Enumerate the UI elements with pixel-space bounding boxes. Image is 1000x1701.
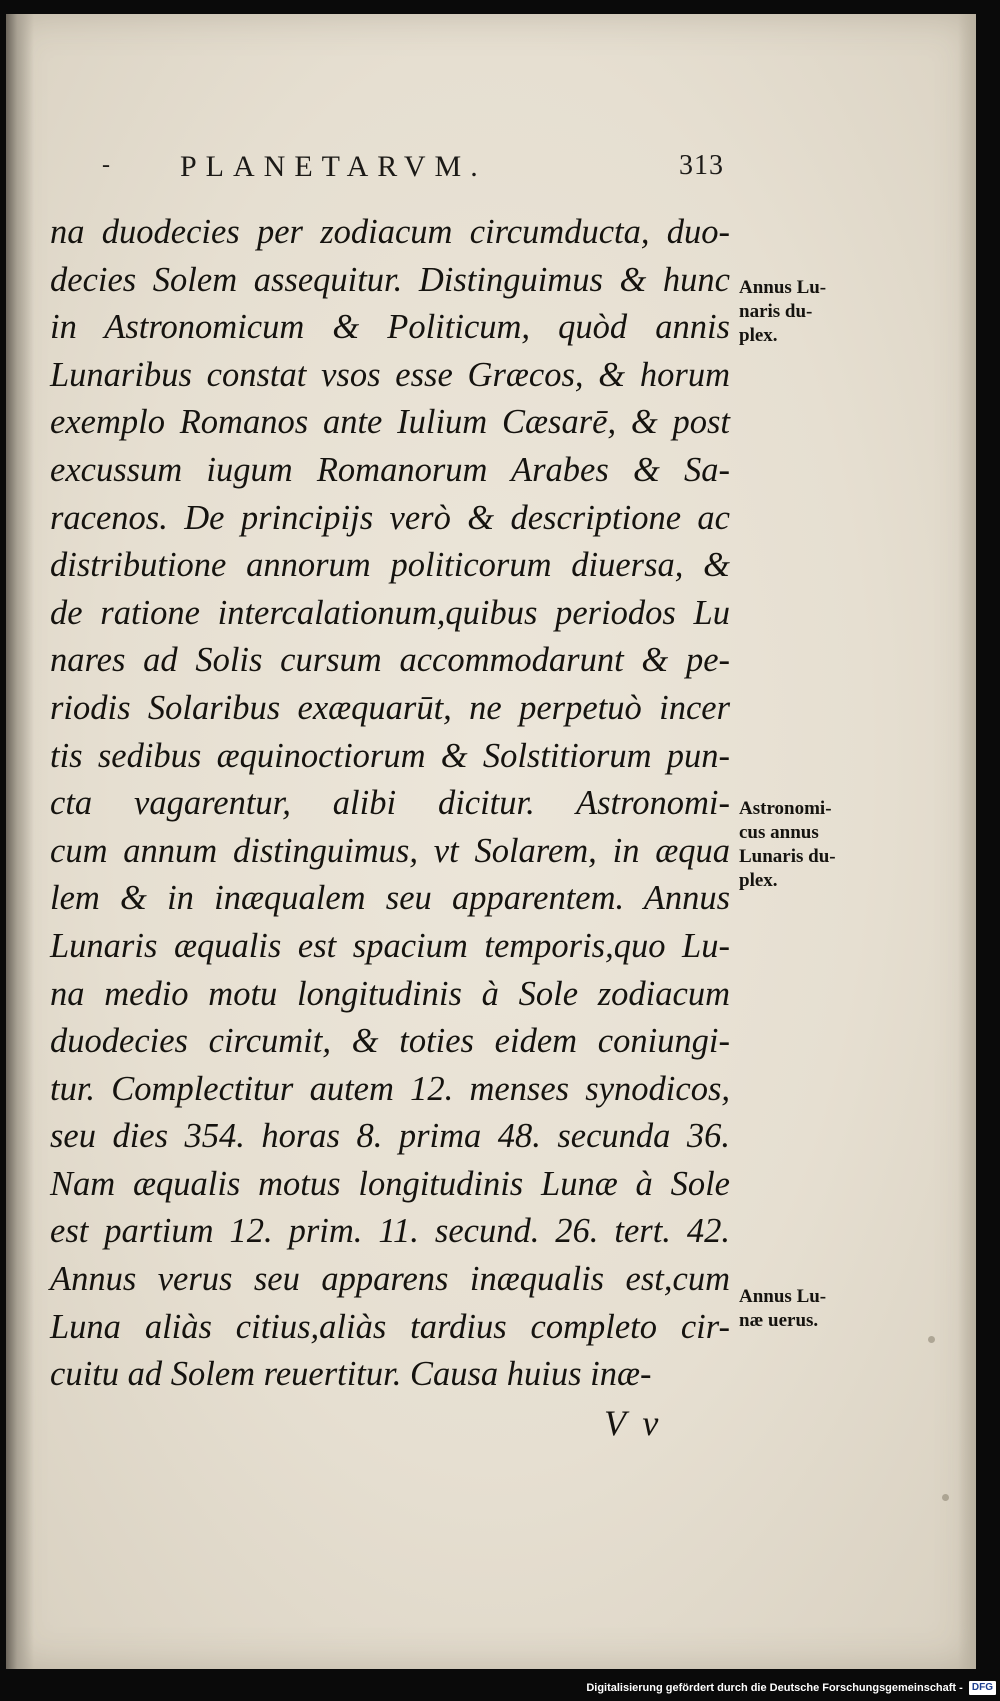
- page-number: 313: [679, 150, 724, 181]
- text-line: lem & in inæqualem seu apparentem. Annus: [50, 879, 730, 918]
- running-head-dash: -: [102, 152, 110, 178]
- book-page: [6, 14, 976, 1669]
- text-line: in Astronomicum & Politicum, quòd annis: [50, 308, 730, 347]
- marginal-note-line: Annus Lu-: [739, 1286, 827, 1307]
- text-line: Luna aliàs citius,aliàs tardius completo cir-: [50, 1307, 730, 1346]
- paper-blemish: [928, 1336, 935, 1343]
- text-line: nares ad Solis cursum accommodarunt & pe-: [50, 641, 730, 680]
- text-line: est partium 12. prim. 11. secund. 26. tert. 42.: [50, 1212, 730, 1251]
- signature-mark: V v: [604, 1403, 663, 1443]
- text-line: distributione annorum politicorum diuersa, &: [50, 546, 730, 585]
- text-line: cta vagarentur, alibi dicitur. Astronomi-: [50, 784, 730, 823]
- text-line: excussum iugum Romanorum Arabes & Sa-: [50, 450, 730, 489]
- digitization-footer: [586, 1678, 996, 1698]
- text-line: Lunaribus constat vsos esse Græcos, & horum: [50, 355, 730, 394]
- text-line: Nam æqualis motus longitudinis Lunæ à Sole: [50, 1164, 730, 1203]
- text-line: racenos. De principijs verò & descriptione ac: [50, 498, 730, 537]
- text-line: tur. Complectitur autem 12. menses synodicos,: [50, 1069, 730, 1108]
- marginal-note-line: plex.: [739, 870, 778, 891]
- text-line: exemplo Romanos ante Iulium Cæsarē, & post: [50, 403, 730, 442]
- marginal-note-annus-verus: [739, 1285, 879, 1333]
- text-line: duodecies circumit, & toties eidem coniungi-: [50, 1022, 730, 1061]
- marginal-note-line: Lunaris du-: [739, 846, 836, 867]
- marginal-note-annus-lunaris: [739, 276, 879, 348]
- running-head: [94, 150, 724, 190]
- marginal-note-line: Astronomi-: [739, 798, 832, 819]
- marginal-note-line: plex.: [739, 325, 778, 346]
- text-line: cum annum distinguimus, vt Solarem, in æqua: [50, 831, 730, 870]
- body-text: [50, 209, 730, 1399]
- marginal-note-line: cus annus: [739, 822, 819, 843]
- running-head-title: PLANETARVM.: [180, 150, 487, 183]
- text-line: decies Solem assequitur. Distinguimus & hunc: [50, 260, 730, 299]
- marginal-note-line: næ uerus.: [739, 1310, 819, 1331]
- paper-blemish: [942, 1494, 949, 1501]
- text-line: seu dies 354. horas 8. prima 48. secunda 36.: [50, 1117, 730, 1156]
- dfg-logo-badge: DFG: [969, 1681, 996, 1695]
- text-line: na medio motu longitudinis à Sole zodiacum: [50, 974, 730, 1013]
- text-line: de ratione intercalationum,quibus periodos Lu: [50, 593, 730, 632]
- text-line: cuitu ad Solem reuertitur. Causa huius inæ-: [50, 1355, 652, 1394]
- text-line: na duodecies per zodiacum circumducta, duo-: [50, 213, 730, 251]
- text-line: riodis Solaribus exæquarūt, ne perpetuò incer: [50, 688, 730, 727]
- footer-credit: Digitalisierung gefördert durch die Deutsche Forschungsgemeinschaft -: [586, 1682, 963, 1695]
- marginal-note-line: Annus Lu-: [739, 277, 827, 298]
- text-line: tis sedibus æquinoctiorum & Solstitiorum pun-: [50, 736, 730, 775]
- marginal-note-astronomicus: [739, 797, 879, 893]
- text-line: Annus verus seu apparens inæqualis est,cum: [50, 1260, 730, 1299]
- text-line: Lunaris æqualis est spacium temporis,quo Lu-: [50, 926, 730, 965]
- marginal-note-line: naris du-: [739, 301, 813, 322]
